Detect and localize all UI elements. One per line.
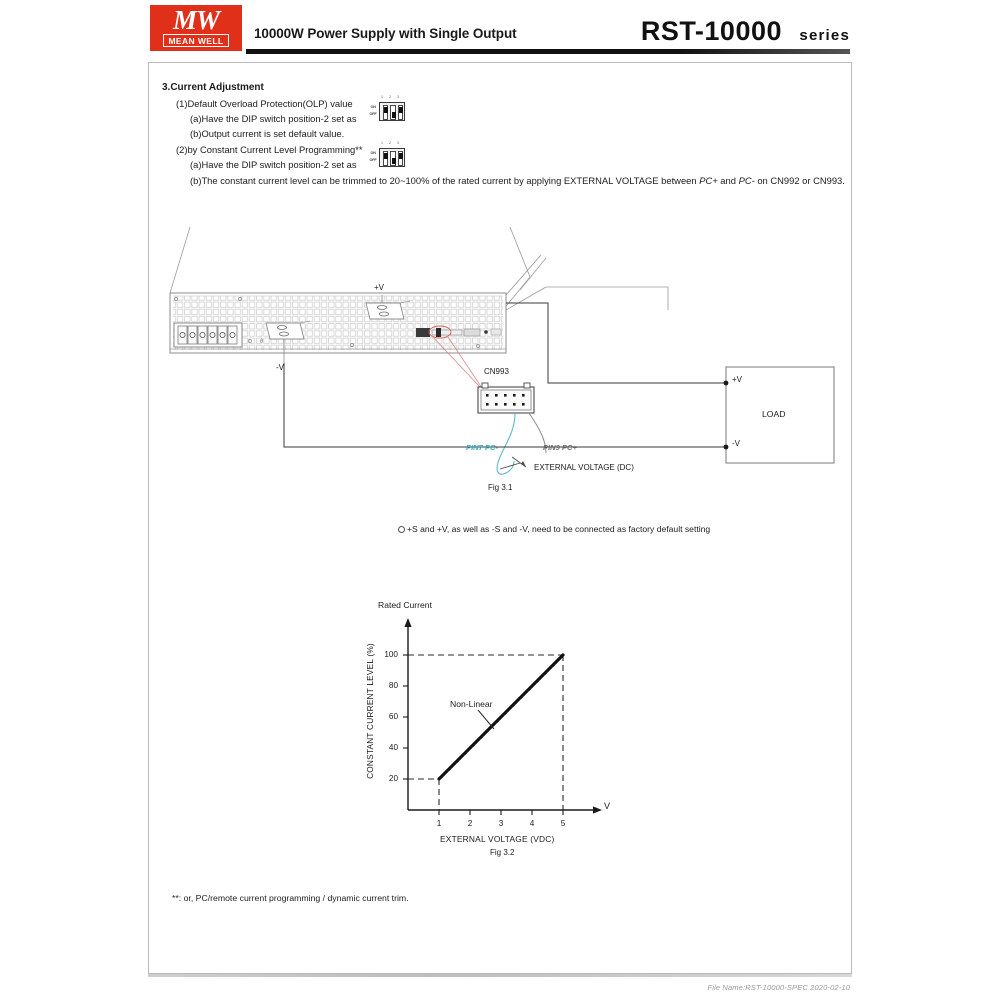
- chart-x-label: EXTERNAL VOLTAGE (VDC): [440, 834, 555, 844]
- list-item-2b: [190, 175, 845, 186]
- chassis-minus-v-label: -V: [276, 363, 284, 372]
- dip2-knob-2: [392, 158, 396, 164]
- note-bullet-icon: [398, 526, 405, 533]
- dip2-off-label: OFF: [369, 158, 377, 162]
- wiring-diagram-fig-3-1: [148, 215, 852, 505]
- item2b-mid: and: [717, 175, 739, 186]
- footnote-text: **: or, PC/remote current programming / dynamic current trim.: [172, 893, 409, 903]
- chart-axis-arrow-label: V: [604, 801, 611, 811]
- note-text: +S and +V, as well as -S and -V, need to be connected as factory default setting: [407, 524, 711, 534]
- y-tick-80: 80: [388, 681, 398, 690]
- load-minus-v-label: -V: [732, 439, 740, 448]
- pc-plus-term: PC+: [699, 175, 718, 186]
- footer-filename: File Name:RST-10000-SPEC 2020-02-10: [707, 983, 850, 992]
- list-item-1: (1)Default Overload Protection(OLP) value: [176, 98, 353, 109]
- dip1-switch-3: [398, 105, 403, 120]
- external-voltage-label: EXTERNAL VOLTAGE (DC): [534, 463, 634, 472]
- header-divider: [246, 49, 850, 54]
- svg-text:θ: θ: [260, 339, 263, 345]
- cn993-label: CN993: [484, 367, 509, 376]
- mean-well-logo: [150, 5, 242, 51]
- y-tick-60: 60: [388, 712, 398, 721]
- dip1-body: [379, 102, 405, 121]
- dip2-num-2: 2: [389, 141, 391, 145]
- logo-wordmark: MEAN WELL: [163, 34, 228, 47]
- dip2-on-label: ON: [370, 150, 376, 155]
- list-item-2a: (a)Have the DIP switch position-2 set as: [190, 159, 357, 170]
- dip1-switch-1: [383, 105, 388, 120]
- chart-fig-3-2: [350, 598, 640, 860]
- wiring-diagram-svg: [148, 215, 852, 505]
- dip1-off-label: OFF: [369, 112, 377, 116]
- item2b-post: on CN992 or CN993.: [754, 175, 845, 186]
- dip2-num-1: 1: [381, 141, 383, 145]
- y-tick-20: 20: [388, 774, 398, 783]
- dip2-switch-3: [398, 151, 403, 166]
- dip1-knob-2: [392, 112, 396, 118]
- fig-3-1-caption: Fig 3.1: [488, 483, 513, 492]
- dip1-on-label: ON: [370, 104, 376, 109]
- page-title: 10000W Power Supply with Single Output: [254, 26, 517, 41]
- footer-divider: [148, 974, 852, 977]
- list-item-1b: (b)Output current is set default value.: [190, 128, 345, 139]
- chart-y-label: CONSTANT CURRENT LEVEL (%): [365, 643, 375, 779]
- model-number: RST-10000: [640, 16, 782, 46]
- x-tick-1: 1: [436, 819, 442, 828]
- dip2-body: [379, 148, 405, 167]
- x-tick-5: 5: [560, 819, 566, 828]
- dip1-knob-1: [384, 107, 388, 113]
- dip2-switch-1: [383, 151, 388, 166]
- dip1-num-3: 3: [397, 95, 399, 99]
- dip2-num-3: 3: [397, 141, 399, 145]
- dip1-num-1: 1: [381, 95, 383, 99]
- dip1-switch-2: [390, 105, 395, 120]
- pin7-label: PIN7 PC-: [466, 443, 499, 452]
- pin9-label: PIN9 PC+: [543, 443, 577, 452]
- pc-minus-term: PC-: [738, 175, 755, 186]
- item2b-pre: (b)The constant current level can be trimmed to 20~100% of the rated current by applying EXTERNAL VOLTAGE between: [190, 175, 700, 186]
- chassis-plus-v-label: +V: [374, 283, 385, 292]
- series-label: series: [799, 27, 850, 44]
- page-header: [150, 5, 850, 53]
- dip2-knob-3: [399, 153, 403, 159]
- dip2-knob-1: [384, 153, 388, 159]
- fig-3-2-caption: Fig 3.2: [490, 848, 515, 857]
- y-tick-100: 100: [384, 650, 398, 659]
- logo-mark: MW: [172, 5, 219, 35]
- list-item-2: (2)by Constant Current Level Programming**: [176, 144, 363, 155]
- factory-default-note: [398, 524, 710, 534]
- dip-switch-figure-2: [369, 141, 405, 168]
- dip1-knob-3: [399, 107, 403, 113]
- x-tick-4: 4: [529, 819, 535, 828]
- dip2-switch-2: [390, 151, 395, 166]
- load-label: LOAD: [762, 409, 786, 419]
- list-item-1a: (a)Have the DIP switch position-2 set as: [190, 113, 357, 124]
- chart-title: Rated Current: [378, 600, 432, 610]
- x-tick-2: 2: [467, 819, 473, 828]
- x-tick-3: 3: [498, 819, 504, 828]
- section-heading: 3.Current Adjustment: [162, 82, 264, 93]
- load-plus-v-label: +V: [732, 375, 743, 384]
- dip-switch-figure-1: [369, 95, 405, 122]
- dip1-num-2: 2: [389, 95, 391, 99]
- y-tick-40: 40: [388, 743, 398, 752]
- chart-annotation: Non-Linear: [450, 699, 493, 709]
